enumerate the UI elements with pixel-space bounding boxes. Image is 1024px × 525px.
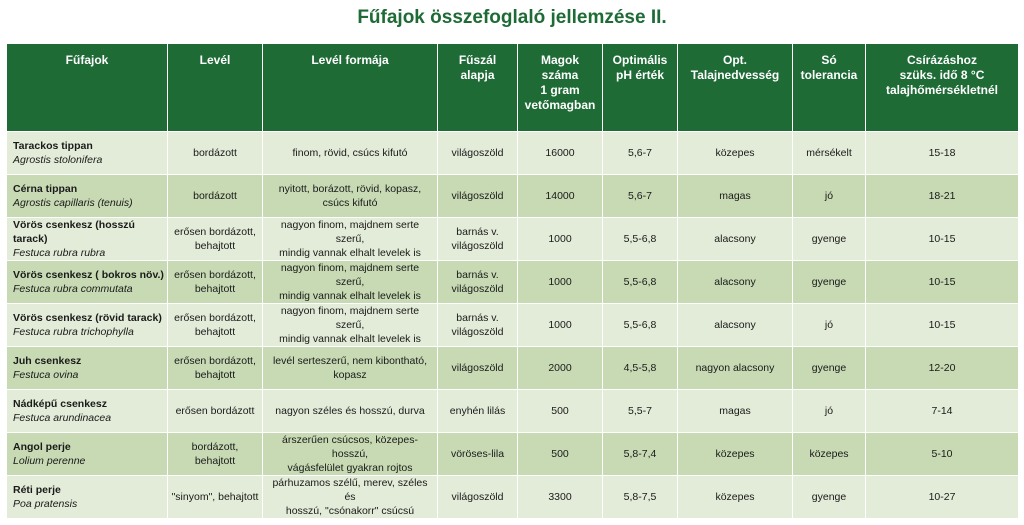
cell-leaf: erősen bordázott, behajtott	[168, 218, 263, 261]
cell-salt-tolerance: gyenge	[793, 476, 866, 519]
species-latin-name: Poa pratensis	[13, 498, 78, 510]
cell-moisture: nagyon alacsony	[678, 347, 793, 390]
cell-leaf-form: nagyon finom, majdnem serte szerű, mindig vannak elhalt levelek is	[263, 218, 438, 261]
cell-salt-tolerance: jó	[793, 390, 866, 433]
cell-germination: 7-14	[866, 390, 1019, 433]
header-seed-count: Magok száma 1 gram vetőmagban	[518, 44, 603, 132]
species-latin-name: Festuca rubra commutata	[13, 283, 133, 295]
cell-species	[7, 433, 168, 476]
header-species: Fűfajok	[7, 44, 168, 132]
cell-germination: 10-15	[866, 304, 1019, 347]
cell-leaf-form: nagyon finom, majdnem serte szerű, mindig vannak elhalt levelek is	[263, 304, 438, 347]
cell-moisture: magas	[678, 390, 793, 433]
header-moisture: Opt. Talajnedvesség	[678, 44, 793, 132]
cell-ph: 5,8-7,5	[603, 476, 678, 519]
cell-ph: 5,5-6,8	[603, 304, 678, 347]
species-common-name: Vörös csenkesz (hosszú tarack)	[13, 219, 135, 245]
cell-species	[7, 476, 168, 519]
species-common-name: Cérna tippan	[13, 183, 78, 195]
cell-leaf: erősen bordázott, behajtott	[168, 347, 263, 390]
cell-species	[7, 390, 168, 433]
cell-leaf-form: levél serteszerű, nem kibontható, kopasz	[263, 347, 438, 390]
species-common-name: Tarackos tippan	[13, 140, 93, 152]
cell-species	[7, 304, 168, 347]
species-common-name: Réti perje	[13, 484, 61, 496]
cell-ph: 5,5-6,8	[603, 261, 678, 304]
cell-moisture: alacsony	[678, 261, 793, 304]
cell-leaf-form: nagyon széles és hosszú, durva	[263, 390, 438, 433]
table-row	[7, 347, 1019, 390]
cell-moisture: magas	[678, 175, 793, 218]
cell-moisture: közepes	[678, 132, 793, 175]
cell-leaf: erősen bordázott, behajtott	[168, 261, 263, 304]
cell-salt-tolerance: közepes	[793, 433, 866, 476]
cell-germination: 5-10	[866, 433, 1019, 476]
cell-ph: 4,5-5,8	[603, 347, 678, 390]
species-common-name: Vörös csenkesz ( bokros növ.)	[13, 269, 164, 281]
cell-species	[7, 261, 168, 304]
page-title: Fűfajok összefoglaló jellemzése II.	[357, 7, 667, 28]
cell-leaf-form: finom, rövid, csúcs kifutó	[263, 132, 438, 175]
cell-blade-base: világoszöld	[438, 476, 518, 519]
table-row	[7, 476, 1019, 519]
cell-species	[7, 347, 168, 390]
header-leaf: Levél	[168, 44, 263, 132]
cell-leaf-form: párhuzamos szélű, merev, széles és hosszú, "csónakorr" csúcsú	[263, 476, 438, 519]
header-leaf-form: Levél formája	[263, 44, 438, 132]
cell-blade-base: enyhén lilás	[438, 390, 518, 433]
cell-germination: 10-15	[866, 218, 1019, 261]
cell-germination: 10-27	[866, 476, 1019, 519]
species-latin-name: Lolium perenne	[13, 455, 86, 467]
cell-leaf: bordázott	[168, 175, 263, 218]
cell-species	[7, 175, 168, 218]
cell-seed-count: 3300	[518, 476, 603, 519]
species-common-name: Juh csenkesz	[13, 355, 82, 367]
cell-leaf-form: nagyon finom, majdnem serte szerű, mindig vannak elhalt levelek is	[263, 261, 438, 304]
cell-germination: 15-18	[866, 132, 1019, 175]
header-ph: Optimális pH érték	[603, 44, 678, 132]
cell-leaf: erősen bordázott	[168, 390, 263, 433]
cell-leaf: bordázott, behajtott	[168, 433, 263, 476]
cell-seed-count: 500	[518, 433, 603, 476]
cell-ph: 5,5-7	[603, 390, 678, 433]
cell-germination: 12-20	[866, 347, 1019, 390]
cell-leaf-form: árszerűen csúcsos, közepes-hosszú, vágásfelület gyakran rojtos	[263, 433, 438, 476]
cell-blade-base: világoszöld	[438, 347, 518, 390]
species-latin-name: Festuca ovina	[13, 369, 79, 381]
cell-species	[7, 132, 168, 175]
cell-moisture: alacsony	[678, 218, 793, 261]
cell-seed-count: 14000	[518, 175, 603, 218]
table-row	[7, 390, 1019, 433]
cell-blade-base: világoszöld	[438, 132, 518, 175]
cell-germination: 10-15	[866, 261, 1019, 304]
cell-leaf-form: nyitott, borázott, rövid, kopasz, csúcs kifutó	[263, 175, 438, 218]
cell-moisture: közepes	[678, 433, 793, 476]
species-latin-name: Festuca arundinacea	[13, 412, 112, 424]
table-row	[7, 218, 1019, 261]
table-row	[7, 304, 1019, 347]
table-row	[7, 433, 1019, 476]
cell-salt-tolerance: jó	[793, 175, 866, 218]
cell-germination: 18-21	[866, 175, 1019, 218]
species-common-name: Vörös csenkesz (rövid tarack)	[13, 312, 162, 324]
species-latin-name: Festuca rubra trichophylla	[13, 326, 134, 338]
cell-seed-count: 2000	[518, 347, 603, 390]
cell-seed-count: 1000	[518, 261, 603, 304]
cell-blade-base: világoszöld	[438, 175, 518, 218]
cell-blade-base: vöröses-lila	[438, 433, 518, 476]
cell-moisture: közepes	[678, 476, 793, 519]
cell-blade-base: barnás v. világoszöld	[438, 218, 518, 261]
cell-species	[7, 218, 168, 261]
cell-blade-base: barnás v. világoszöld	[438, 261, 518, 304]
cell-salt-tolerance: jó	[793, 304, 866, 347]
cell-leaf: bordázott	[168, 132, 263, 175]
header-blade-base: Fűszál alapja	[438, 44, 518, 132]
table-row	[7, 175, 1019, 218]
species-common-name: Angol perje	[13, 441, 71, 453]
cell-salt-tolerance: mérsékelt	[793, 132, 866, 175]
cell-ph: 5,6-7	[603, 175, 678, 218]
grass-species-table	[6, 43, 1019, 519]
species-latin-name: Festuca rubra rubra	[13, 247, 106, 259]
header-salt-tolerance: Só tolerancia	[793, 44, 866, 132]
cell-moisture: alacsony	[678, 304, 793, 347]
header-germination: Csírázáshoz szüks. idő 8 °C talajhőmérsékletnél	[866, 44, 1019, 132]
cell-salt-tolerance: gyenge	[793, 347, 866, 390]
species-common-name: Nádképű csenkesz	[13, 398, 107, 410]
cell-ph: 5,5-6,8	[603, 218, 678, 261]
species-latin-name: Agrostis capillaris (tenuis)	[13, 197, 133, 209]
cell-leaf: erősen bordázott, behajtott	[168, 304, 263, 347]
cell-seed-count: 1000	[518, 218, 603, 261]
cell-salt-tolerance: gyenge	[793, 261, 866, 304]
cell-seed-count: 1000	[518, 304, 603, 347]
cell-salt-tolerance: gyenge	[793, 218, 866, 261]
cell-ph: 5,6-7	[603, 132, 678, 175]
cell-ph: 5,8-7,4	[603, 433, 678, 476]
cell-leaf: "sinyom", behajtott	[168, 476, 263, 519]
cell-blade-base: barnás v. világoszöld	[438, 304, 518, 347]
table-row	[7, 132, 1019, 175]
table-header-row	[7, 44, 1019, 132]
table-row	[7, 261, 1019, 304]
cell-seed-count: 500	[518, 390, 603, 433]
cell-seed-count: 16000	[518, 132, 603, 175]
species-latin-name: Agrostis stolonifera	[13, 154, 103, 166]
